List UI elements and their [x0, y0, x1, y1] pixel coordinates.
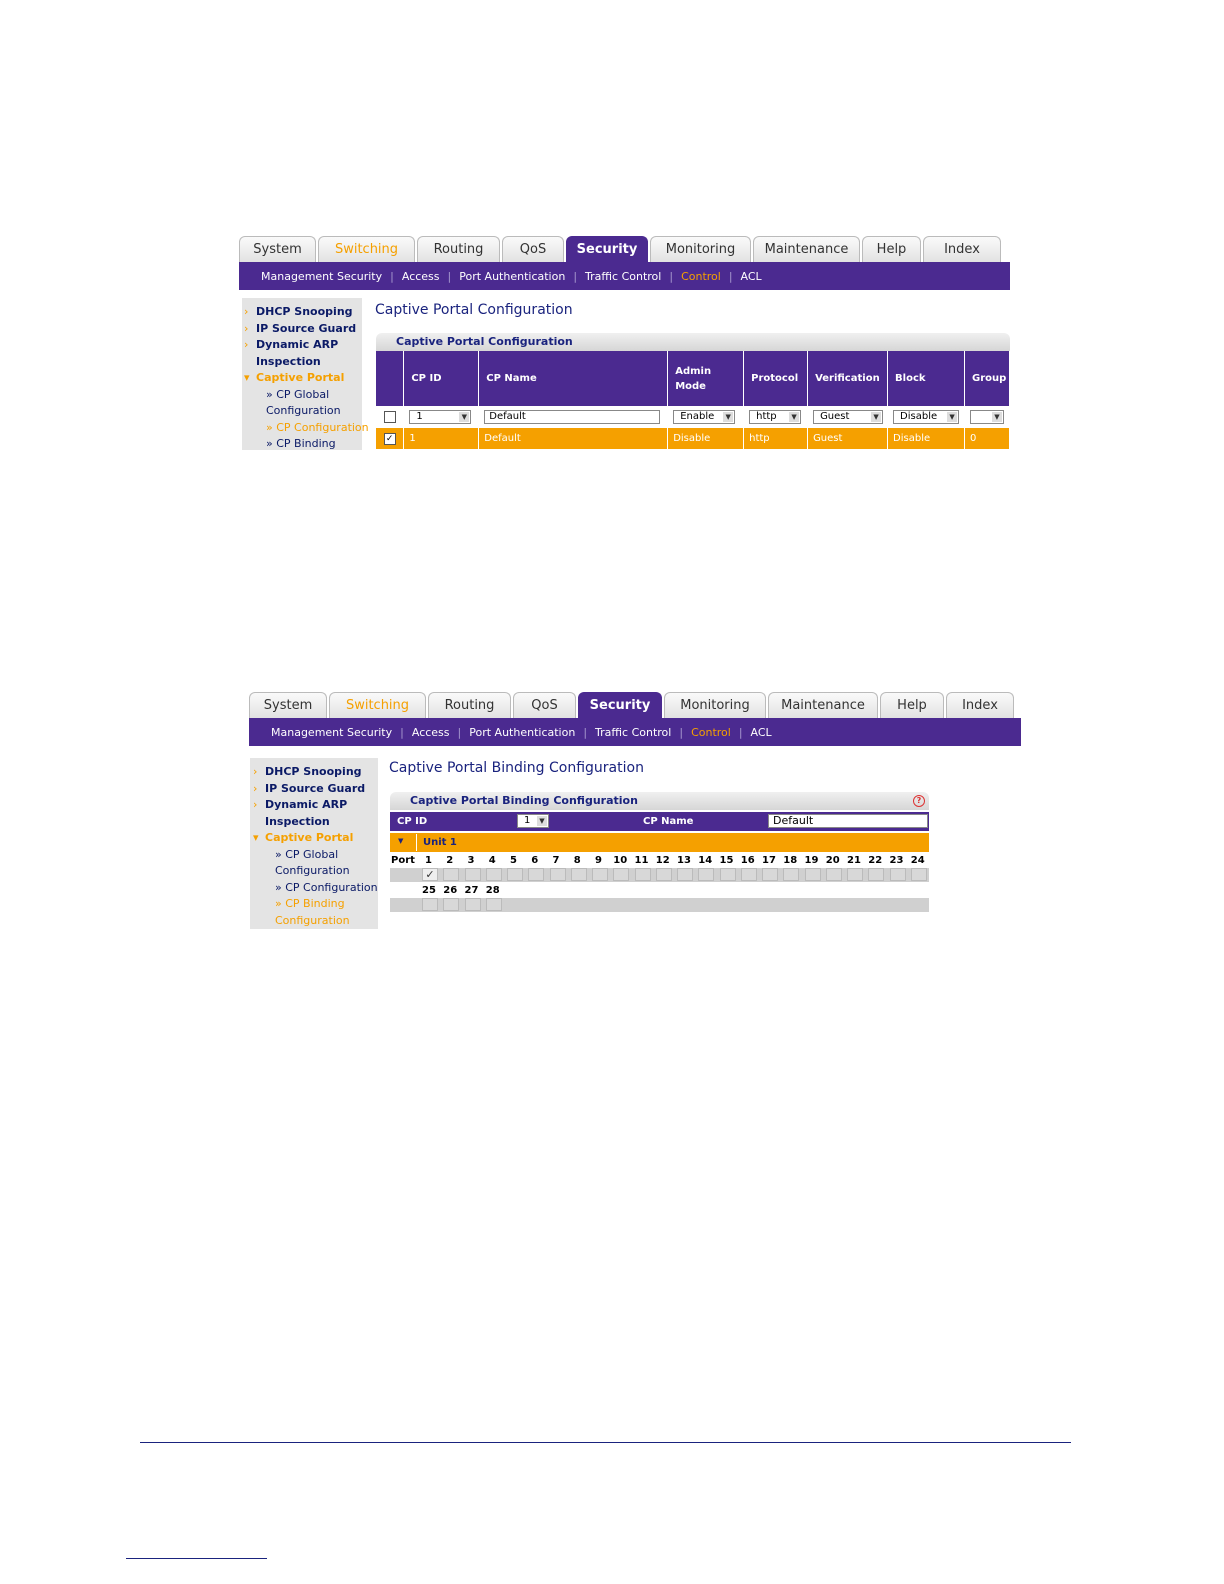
subnav-access[interactable]: Access: [411, 725, 450, 739]
admin-mode-cell: [668, 406, 744, 428]
port-checkbox[interactable]: [890, 868, 906, 881]
subnav-separator: |: [457, 725, 462, 739]
section-title: Captive Portal Configuration: [396, 335, 573, 348]
protocol-cell: [744, 406, 808, 428]
sidebar-item[interactable]: [253, 896, 378, 913]
row-verification: Guest: [808, 428, 888, 449]
header-cp-id: CP ID: [404, 351, 479, 406]
port-checkbox[interactable]: [783, 868, 799, 881]
subnav-separator: |: [583, 725, 588, 739]
header-cp-name: CP Name: [479, 351, 668, 406]
tab-qos[interactable]: QoS: [502, 236, 564, 262]
sidebar-item[interactable]: [244, 337, 362, 354]
port-number: 28: [485, 885, 500, 896]
sidebar-item-label: DHCP Snooping: [265, 765, 362, 778]
protocol-value: http: [756, 411, 777, 422]
cp-id-bar: [390, 812, 929, 831]
header-verification: Verification: [808, 351, 888, 406]
port-number: 6: [531, 855, 539, 866]
chevron-down-icon: ▼: [992, 412, 1002, 422]
chevron-down-icon: ▼: [947, 412, 957, 422]
sidebar-item-label: » CP Binding: [275, 897, 345, 910]
header-admin-mode: [668, 351, 744, 406]
help-icon[interactable]: ?: [913, 795, 925, 807]
port-number: 23: [889, 855, 904, 866]
input-row: [376, 406, 1010, 428]
cp-name-input[interactable]: Default: [484, 410, 660, 424]
binding-cp-id-value: 1: [524, 815, 531, 826]
port-checkbox[interactable]: [698, 868, 714, 881]
header-protocol: Protocol: [744, 351, 808, 406]
subnav-port-authentication[interactable]: Port Authentication: [459, 269, 566, 283]
cp-id-select[interactable]: [409, 410, 471, 424]
tab-monitoring[interactable]: Monitoring: [664, 692, 766, 718]
header-group: Group: [964, 351, 1009, 406]
cp-name-label: CP Name: [643, 816, 694, 827]
collapse-arrow-icon[interactable]: ▼: [398, 837, 404, 845]
header-admin-mode-text: Admin Mode: [675, 365, 712, 392]
port-number: 24: [910, 855, 925, 866]
subnav-traffic-control[interactable]: Traffic Control: [585, 269, 662, 283]
tab-monitoring[interactable]: Monitoring: [650, 236, 751, 262]
sidebar-item[interactable]: [253, 913, 378, 930]
subnav-separator: |: [447, 269, 452, 283]
sidebar: [250, 758, 378, 929]
port-checkbox[interactable]: [528, 868, 544, 881]
tab-security[interactable]: Security: [566, 236, 648, 262]
verification-select[interactable]: [813, 410, 883, 424]
port-label: Port: [391, 855, 415, 866]
port-checkbox[interactable]: [720, 868, 736, 881]
screenshot-cp-binding: [249, 692, 1021, 929]
subnav-access[interactable]: Access: [401, 269, 440, 283]
port-number: 8: [573, 855, 581, 866]
port-checkbox[interactable]: [656, 868, 672, 881]
sidebar-item[interactable]: [253, 781, 378, 798]
row-cp-name: Default: [479, 428, 668, 449]
tab-system[interactable]: System: [249, 692, 327, 718]
tab-index[interactable]: Index: [946, 692, 1014, 718]
sub-navigation: [239, 262, 1010, 290]
sidebar-item[interactable]: [244, 321, 362, 338]
chevron-right-icon: ›: [244, 321, 249, 335]
cp-name-cell: [479, 406, 668, 428]
footer-link-rule: [126, 1558, 267, 1559]
chevron-right-icon: ›: [244, 305, 249, 318]
subnav-acl[interactable]: ACL: [750, 725, 772, 739]
port-checkbox[interactable]: [507, 868, 523, 881]
sidebar-item[interactable]: [244, 420, 369, 437]
tab-system[interactable]: System: [239, 236, 316, 262]
subnav-separator: |: [390, 269, 394, 283]
port-number: 21: [847, 855, 861, 866]
section-header: [376, 333, 1010, 351]
block-select[interactable]: [893, 410, 959, 424]
table-row[interactable]: [376, 428, 1010, 449]
row-admin-mode: Disable: [668, 428, 744, 449]
port-number: 17: [762, 855, 776, 866]
port-checkbox[interactable]: [635, 868, 651, 881]
sidebar-item[interactable]: [253, 863, 378, 880]
group-select[interactable]: [970, 410, 1004, 424]
tab-help[interactable]: Help: [862, 236, 921, 262]
port-checkbox[interactable]: [741, 868, 757, 881]
sidebar-item-label: Captive Portal: [256, 371, 345, 384]
sidebar-item-label: IP Source Guard: [256, 321, 357, 335]
sidebar-item[interactable]: [244, 436, 362, 450]
main-tab-bar: [239, 236, 1010, 262]
tab-routing[interactable]: Routing: [428, 692, 511, 718]
port-checkbox[interactable]: [911, 868, 927, 881]
data-row-select-cell: [376, 428, 404, 449]
port-number: 15: [719, 855, 734, 866]
port-number: 13: [677, 855, 691, 866]
sidebar-item-label: IP Source Guard: [265, 781, 366, 795]
binding-cp-id-select[interactable]: [517, 814, 549, 828]
section-title: Captive Portal Binding Configuration: [410, 794, 638, 807]
subnav-traffic-control[interactable]: Traffic Control: [595, 725, 672, 739]
port-number: 2: [446, 855, 454, 866]
admin-mode-select[interactable]: [673, 410, 735, 424]
unit-bar[interactable]: [390, 833, 929, 852]
port-checkbox[interactable]: [805, 868, 821, 881]
sidebar-item[interactable]: [253, 880, 378, 897]
port-grid: [390, 852, 929, 914]
tab-maintenance[interactable]: Maintenance: [753, 236, 860, 262]
footer-rule: [140, 1442, 1071, 1443]
subnav-control[interactable]: Control: [681, 269, 721, 283]
input-row-select-cell: [376, 406, 404, 428]
chevron-right-icon: ›: [244, 338, 249, 351]
subnav-separator: |: [728, 269, 733, 283]
tab-security[interactable]: Security: [578, 692, 662, 718]
port-number: 14: [698, 855, 713, 866]
tab-maintenance[interactable]: Maintenance: [768, 692, 878, 718]
port-number: 22: [868, 855, 883, 866]
port-checkbox[interactable]: [868, 868, 884, 881]
port-checkbox[interactable]: [465, 868, 481, 881]
sidebar-item[interactable]: [253, 764, 378, 781]
port-checkbox[interactable]: [486, 898, 502, 911]
row-cp-id: 1: [404, 428, 479, 449]
row-protocol: http: [744, 428, 808, 449]
port-number: 5: [510, 855, 517, 866]
chevron-right-icon: ▾: [253, 831, 259, 844]
subnav-control[interactable]: Control: [691, 725, 731, 739]
main-tab-bar: [249, 692, 1021, 718]
cp-id-value: 1: [416, 411, 423, 422]
port-number: 10: [613, 855, 628, 866]
sidebar-item-label: » CP Binding: [266, 437, 336, 450]
sidebar-item[interactable]: [253, 814, 378, 831]
sidebar-item[interactable]: [244, 387, 362, 404]
port-checkbox[interactable]: [486, 868, 502, 881]
port-checkbox[interactable]: [443, 898, 459, 911]
tab-help[interactable]: Help: [880, 692, 944, 718]
subnav-management-security[interactable]: Management Security: [261, 269, 383, 283]
chevron-down-icon: ▼: [723, 412, 733, 422]
port-number: 19: [804, 855, 819, 866]
port-number: 20: [825, 855, 840, 866]
tab-routing[interactable]: Routing: [417, 236, 500, 262]
screenshot-cp-configuration: [239, 236, 1010, 450]
port-checkbox[interactable]: [422, 898, 438, 911]
port-checkbox[interactable]: [847, 868, 863, 881]
subnav-separator: |: [679, 725, 684, 739]
binding-cp-name-value: Default: [768, 814, 928, 828]
tab-index[interactable]: Index: [923, 236, 1001, 262]
chevron-down-icon: ▼: [871, 412, 881, 422]
port-checkbox[interactable]: [677, 868, 693, 881]
port-checkbox[interactable]: [465, 898, 481, 911]
port-checkbox[interactable]: [613, 868, 629, 881]
port-number: 11: [634, 855, 649, 866]
subnav-separator: |: [669, 269, 674, 283]
sidebar-item[interactable]: [253, 797, 378, 814]
header-block: Block: [888, 351, 965, 406]
captive-portal-table: [376, 351, 1010, 449]
port-checkbox[interactable]: [422, 868, 438, 881]
chevron-right-icon: ▾: [244, 371, 250, 384]
row-block: Disable: [888, 428, 965, 449]
select-header: [376, 351, 404, 406]
sidebar-item-label: » CP Global: [275, 847, 339, 861]
chevron-down-icon: ▼: [789, 412, 799, 422]
row-group: 0: [964, 428, 1009, 449]
sidebar-item-label: Dynamic ARP: [256, 338, 339, 351]
sub-navigation: [249, 718, 1021, 746]
row-checkbox-checked[interactable]: ✓: [384, 433, 396, 445]
page-title: Captive Portal Configuration: [375, 302, 573, 318]
port-number: 9: [595, 855, 602, 866]
port-number: 12: [655, 855, 670, 866]
sidebar-item[interactable]: [253, 847, 378, 864]
subnav-separator: |: [573, 269, 578, 283]
subnav-separator: |: [400, 725, 404, 739]
chevron-down-icon: ▼: [459, 412, 469, 422]
port-number: 26: [443, 885, 458, 896]
group-cell: [964, 406, 1009, 428]
sidebar-item-label: Configuration: [275, 864, 350, 877]
sidebar-item-label: » CP Configuration: [275, 880, 378, 894]
protocol-select[interactable]: [749, 410, 801, 424]
tab-switching[interactable]: Switching: [329, 692, 426, 718]
block-cell: [888, 406, 965, 428]
sidebar-item-label: Inspection: [265, 814, 330, 828]
divider: [416, 834, 417, 851]
unit-label: Unit 1: [423, 837, 457, 848]
port-checkbox[interactable]: [571, 868, 587, 881]
port-number: 27: [464, 885, 479, 896]
sidebar-item-label: Captive Portal: [265, 831, 354, 844]
sidebar-item[interactable]: [253, 830, 378, 847]
verification-cell: [808, 406, 888, 428]
chevron-down-icon: ▼: [537, 816, 547, 826]
sidebar-item-label: Inspection: [256, 354, 321, 368]
admin-mode-value: Enable: [680, 411, 715, 422]
page-title: Captive Portal Binding Configuration: [389, 760, 644, 776]
cp-id-label: CP ID: [397, 816, 428, 827]
check-icon: ✓: [425, 868, 435, 881]
sidebar-item-label: Configuration: [266, 404, 341, 417]
tab-qos[interactable]: QoS: [513, 692, 576, 718]
port-number: 3: [467, 855, 475, 866]
sidebar-item[interactable]: [244, 354, 362, 371]
subnav-separator: |: [738, 725, 743, 739]
port-checkbox[interactable]: [550, 868, 566, 881]
subnav-acl[interactable]: ACL: [740, 269, 762, 283]
chevron-right-icon: ›: [253, 798, 258, 811]
sidebar-item-label: » CP Configuration: [266, 420, 369, 434]
sidebar-item[interactable]: [244, 370, 362, 387]
tab-switching[interactable]: Switching: [318, 236, 415, 262]
input-row-checkbox[interactable]: [384, 411, 396, 423]
port-number: 16: [740, 855, 755, 866]
sidebar-item[interactable]: [244, 403, 362, 420]
sidebar-item-label: DHCP Snooping: [256, 305, 353, 318]
port-number: 1: [425, 855, 432, 866]
port-number: 25: [422, 885, 436, 896]
port-number: 7: [552, 855, 560, 866]
port-number: 4: [488, 855, 496, 866]
section-header: [390, 792, 929, 810]
subnav-management-security[interactable]: Management Security: [271, 725, 393, 739]
sidebar-item-label: Dynamic ARP: [265, 798, 348, 811]
sidebar-item-label: Configuration: [275, 913, 350, 927]
port-checkbox[interactable]: [762, 868, 778, 881]
chevron-right-icon: ›: [253, 781, 258, 795]
sidebar: [242, 298, 369, 450]
chevron-right-icon: ›: [253, 765, 258, 778]
port-checkbox[interactable]: [826, 868, 842, 881]
sidebar-item-label: » CP Global: [266, 387, 330, 401]
table-header-row: [376, 351, 1010, 406]
block-value: Disable: [900, 411, 938, 422]
port-checkbox[interactable]: [443, 868, 459, 881]
cp-id-cell: [404, 406, 479, 428]
port-number: 18: [783, 855, 798, 866]
verification-value: Guest: [820, 411, 850, 422]
subnav-port-authentication[interactable]: Port Authentication: [469, 725, 576, 739]
sidebar-item[interactable]: [244, 304, 362, 321]
port-checkbox[interactable]: [592, 868, 608, 881]
